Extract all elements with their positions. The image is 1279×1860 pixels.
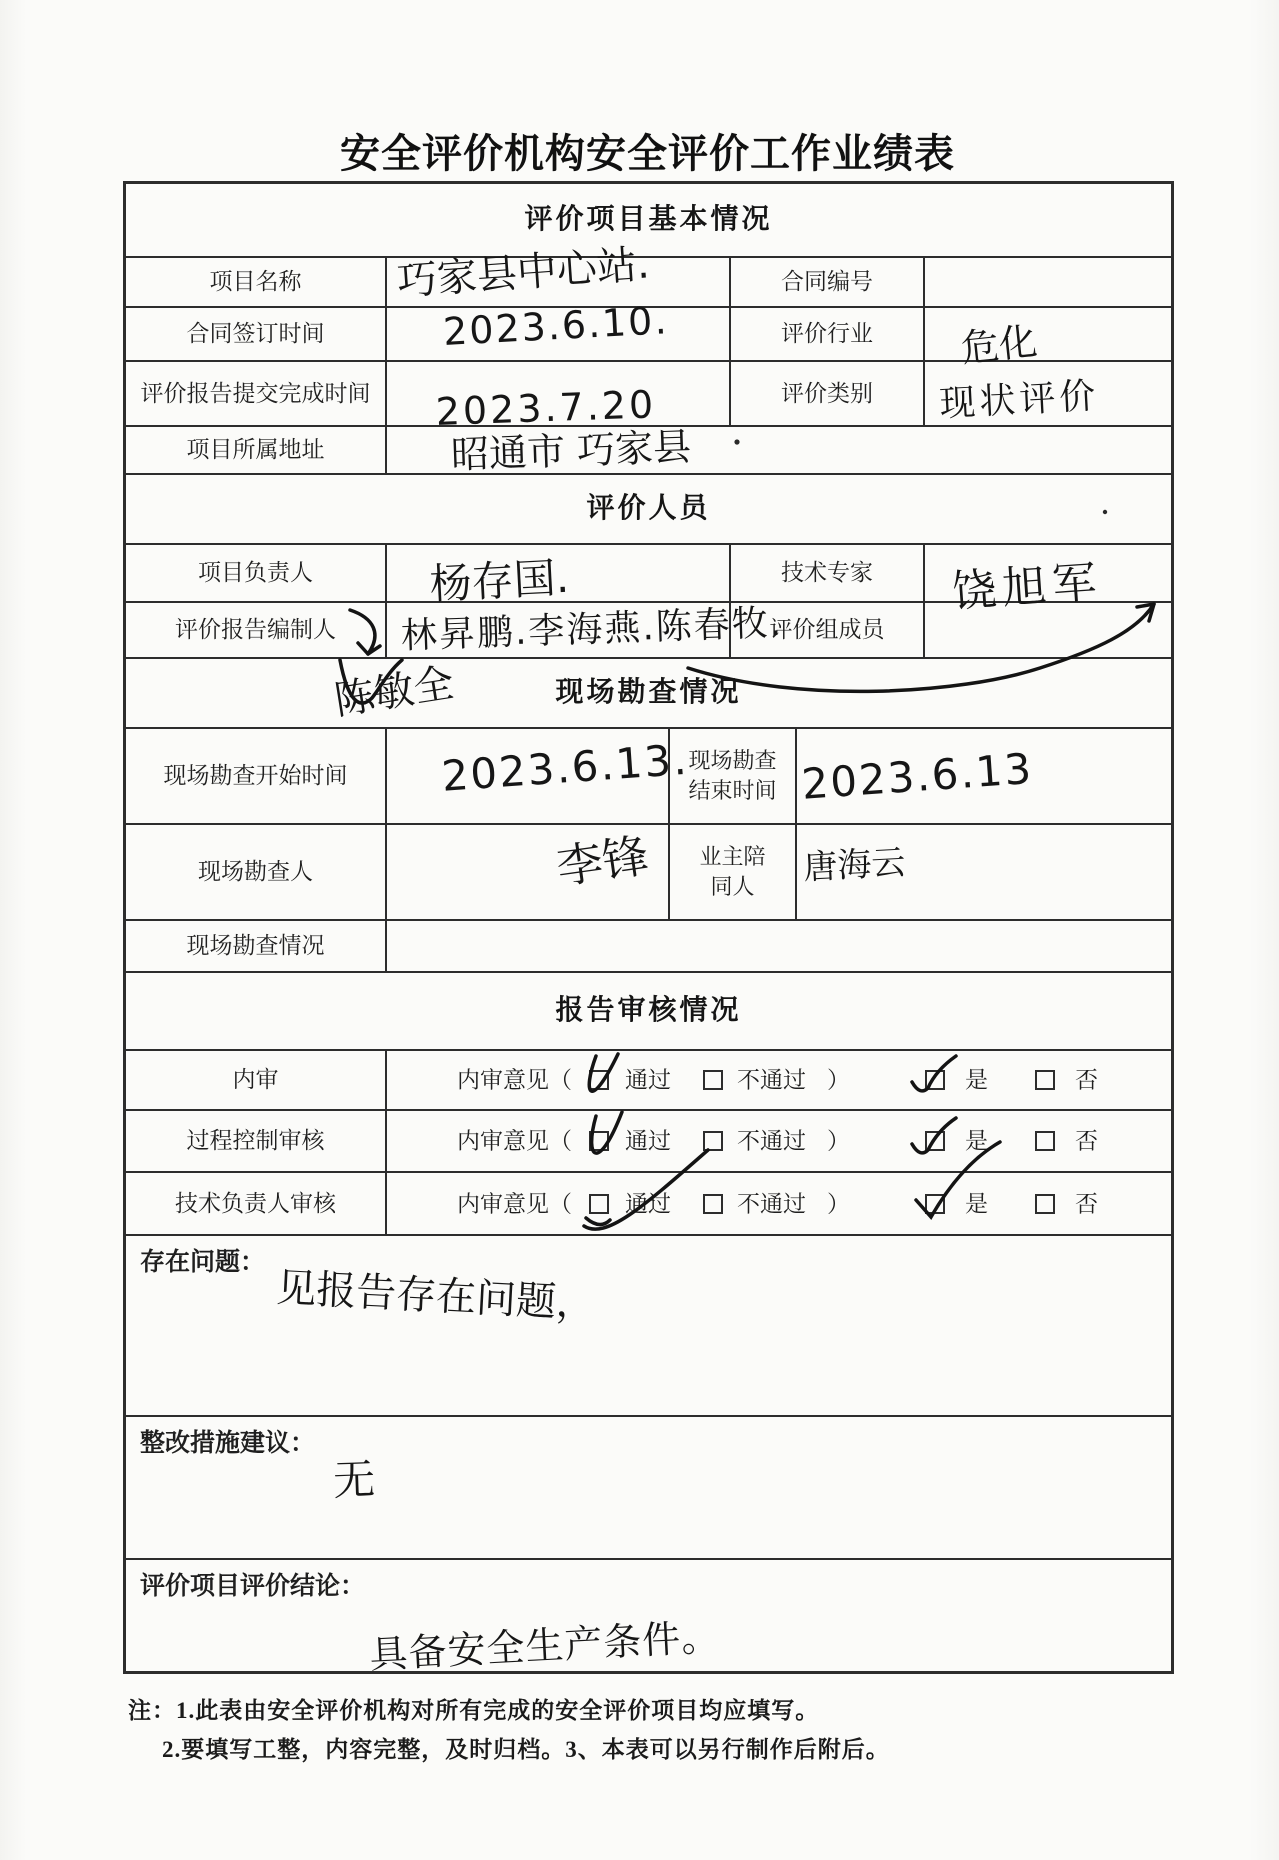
label-report-writers: 评价报告编制人 [126, 603, 387, 657]
handwriting-report-submit-date: 2023.7.20 [435, 382, 657, 434]
checkbox-fail[interactable] [703, 1070, 723, 1090]
handwriting-contract-sign-date: 2023.6.10. [442, 298, 670, 354]
label-survey-end-line2: 结束时间 [688, 778, 777, 803]
handwriting-tech-expert: 饶旭军 [950, 556, 1104, 618]
handwriting-problems: 见报告存在问题， [275, 1264, 598, 1328]
opinion-suffix: ） [827, 1067, 850, 1093]
handwriting-owner-companion: 唐海云 [802, 842, 907, 888]
label-problems: 存在问题： [140, 1249, 266, 1276]
no-label: 否 [1075, 1067, 1098, 1093]
label-industry: 评价行业 [731, 308, 925, 360]
review-row-tech-lead [126, 1173, 1171, 1236]
cell-survey-situation-value [387, 921, 1171, 971]
checkbox-yes[interactable] [925, 1070, 945, 1090]
fail-label: 不通过 [737, 1190, 806, 1216]
review-row-process-control [126, 1111, 1171, 1173]
label-tech-lead-review: 技术负责人审核 [126, 1173, 387, 1234]
label-process-control: 过程控制审核 [126, 1111, 387, 1171]
table-row [126, 921, 1171, 973]
handwriting-address: 昭通市 巧家县 [450, 424, 692, 477]
fail-label: 不通过 [737, 1067, 806, 1093]
opinion-prefix: 内审意见（ [457, 1128, 572, 1154]
pass-label: 通过 [625, 1128, 671, 1154]
pass-label: 通过 [625, 1067, 671, 1093]
no-label: 否 [1075, 1190, 1098, 1216]
section-header-basic [126, 184, 1171, 258]
checkbox-no[interactable] [1035, 1194, 1055, 1214]
label-contract-date: 合同签订时间 [126, 308, 387, 360]
label-project-name: 项目名称 [126, 258, 387, 306]
handwriting-conclusion: 具备安全生产条件。 [368, 1614, 722, 1677]
handwriting-survey-start: 2023.6.13. [440, 734, 690, 801]
section-title-basic: 评价项目基本情况 [524, 204, 773, 236]
label-survey-situation: 现场勘查情况 [126, 921, 387, 971]
handwriting-surveyor: 李锋 [553, 828, 652, 895]
cell-process-control-opinion [387, 1111, 1171, 1171]
opinion-prefix: 内审意见（ [457, 1067, 572, 1093]
checkbox-fail[interactable] [703, 1194, 723, 1214]
checkbox-yes[interactable] [925, 1194, 945, 1214]
checkbox-fail[interactable] [703, 1131, 723, 1151]
label-survey-end-line1: 现场勘查 [688, 748, 777, 774]
cell-internal-audit-opinion [387, 1051, 1171, 1109]
handwriting-team-signature: 陈敏全 [331, 660, 458, 725]
label-owner-companion-line2: 同人 [710, 874, 755, 899]
handwriting-category: 现状评价 [938, 375, 1101, 425]
cell-tech-lead-opinion [387, 1173, 1171, 1234]
checkbox-no[interactable] [1035, 1070, 1055, 1090]
opinion-prefix: 内审意见（ [457, 1190, 572, 1216]
yes-label: 是 [965, 1067, 988, 1093]
checkbox-no[interactable] [1035, 1131, 1055, 1151]
yes-label: 是 [965, 1190, 988, 1216]
checkbox-pass[interactable] [589, 1070, 609, 1090]
opinion-suffix: ） [827, 1128, 850, 1154]
yes-label: 是 [965, 1128, 988, 1154]
section-header-review [126, 973, 1171, 1051]
label-address: 项目所属地址 [126, 427, 387, 473]
checkbox-yes[interactable] [925, 1131, 945, 1151]
pass-label: 通过 [625, 1190, 671, 1216]
label-surveyor: 现场勘查人 [126, 825, 387, 919]
page-title: 安全评价机构安全评价工作业绩表 [340, 131, 955, 176]
label-tech-expert: 技术专家 [731, 545, 925, 601]
section-title-personnel: 评价人员 [586, 493, 711, 525]
section-header-survey [126, 659, 1171, 729]
no-label: 否 [1075, 1128, 1098, 1154]
label-internal-audit: 内审 [126, 1051, 387, 1109]
label-owner-companion [670, 825, 797, 919]
label-survey-start: 现场勘查开始时间 [126, 729, 387, 823]
handwriting-project-leader: 杨存国. [428, 552, 571, 609]
suggestions-row [126, 1417, 1171, 1560]
cell-contract-no-value [925, 258, 1171, 306]
label-report-date: 评价报告提交完成时间 [126, 362, 387, 425]
note-line-1: 注：1.此表由安全评价机构对所有完成的安全评价项目均应填写。 [128, 1698, 820, 1723]
fail-label: 不通过 [737, 1128, 806, 1154]
handwriting-survey-end: 2023.6.13 [800, 743, 1035, 809]
label-owner-companion-line1: 业主陪 [699, 844, 766, 870]
label-project-leader: 项目负责人 [126, 545, 387, 601]
label-contract-no: 合同编号 [731, 258, 925, 306]
handwriting-report-writers: 林昇鹏.李海燕.陈春牧. [400, 602, 784, 657]
checkbox-pass[interactable] [589, 1131, 609, 1151]
checkbox-pass[interactable] [589, 1194, 609, 1214]
note-line-2: 2.要填写工整，内容完整，及时归档。3、本表可以另行制作后附后。 [162, 1737, 890, 1762]
handwriting-suggestions: 无 [332, 1454, 376, 1505]
handwriting-project-name: 巧家县中心站. [395, 241, 651, 305]
label-conclusion: 评价项目评价结论： [140, 1573, 366, 1600]
label-team-members: 评价组成员 [731, 603, 925, 657]
section-title-survey: 现场勘查情况 [555, 677, 742, 709]
opinion-suffix: ） [827, 1190, 850, 1216]
handwriting-industry: 危化 [958, 319, 1040, 371]
review-row-internal-audit [126, 1051, 1171, 1111]
label-category: 评价类别 [731, 362, 925, 425]
section-header-personnel [126, 475, 1171, 545]
section-title-review: 报告审核情况 [555, 995, 742, 1027]
label-suggestions: 整改措施建议： [140, 1430, 316, 1457]
